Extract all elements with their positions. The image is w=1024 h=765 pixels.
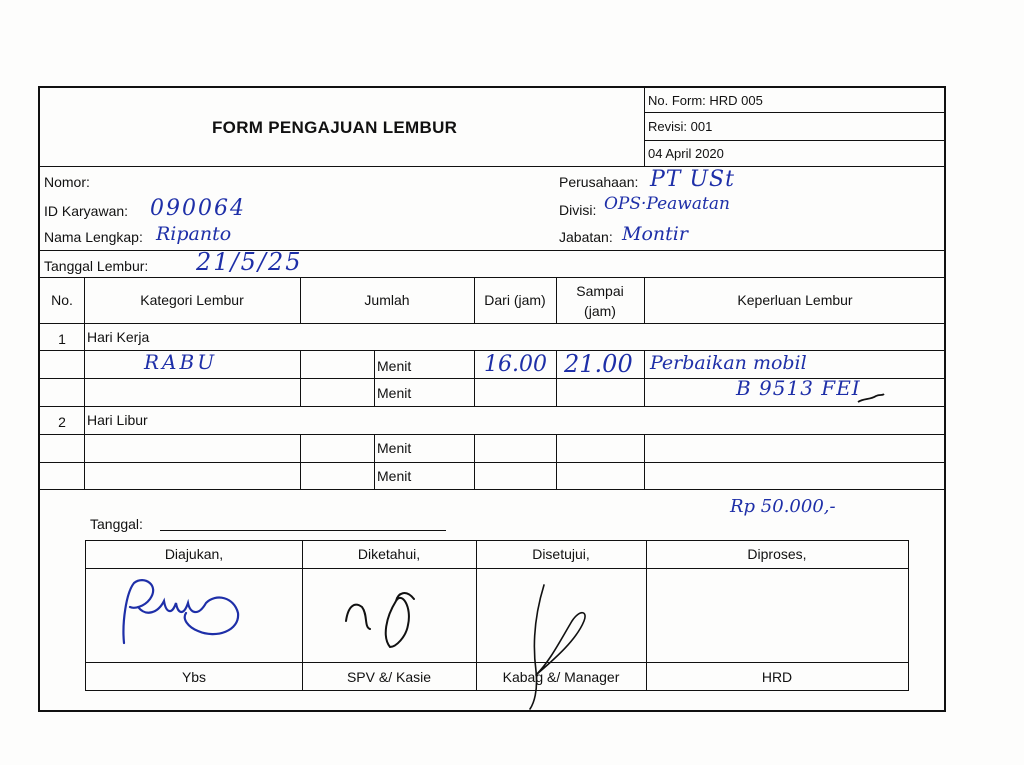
signer-2-header: Diketahui, (357, 546, 421, 562)
signature-ybs (116, 573, 256, 653)
form-title: FORM PENGAJUAN LEMBUR (212, 118, 458, 137)
scribble-mark (856, 390, 886, 406)
form-date: 04 April 2020 (648, 146, 724, 161)
row-2-unit: Menit (377, 385, 412, 401)
signer-1-role: Ybs (181, 669, 207, 685)
row-1-sampai: 21.00 (564, 350, 633, 378)
signature-spv (336, 577, 446, 657)
jabatan-value: Montir (622, 223, 688, 245)
nomor-label: Nomor: (44, 174, 90, 190)
divisi-value: OPS·Peawatan (604, 194, 730, 214)
section-2-label: Hari Libur (87, 412, 148, 428)
section-2-no: 2 (58, 414, 66, 430)
row-1-dari: 16.00 (484, 352, 547, 377)
id-label: ID Karyawan: (44, 203, 129, 219)
row-1-unit: Menit (377, 358, 412, 374)
signer-3-role: Kabag &/ Manager (502, 669, 620, 685)
row-1-kategori: RABU (144, 350, 218, 374)
tanggal-line (160, 530, 446, 531)
tanggal-label: Tanggal: (90, 516, 143, 532)
section-1-label: Hari Kerja (87, 329, 150, 345)
perusahaan-label: Perusahaan: (559, 174, 639, 190)
form-revision: Revisi: 001 (648, 119, 713, 134)
form-number: No. Form: HRD 005 (648, 93, 763, 108)
col-header-no: No. (51, 292, 73, 308)
col-header-kategori: Kategori Lembur (140, 292, 244, 308)
signature-table (85, 540, 909, 691)
tanggal-lembur-value: 21/5/25 (196, 248, 303, 276)
jabatan-label: Jabatan: (559, 229, 613, 245)
tanggal-lembur-label: Tanggal Lembur: (44, 258, 149, 274)
signer-2-role: SPV &/ Kasie (346, 669, 432, 685)
col-header-keperluan: Keperluan Lembur (737, 292, 853, 308)
signer-4-role: HRD (761, 669, 793, 685)
signature-manager (496, 581, 616, 711)
section-1-no: 1 (58, 331, 66, 347)
id-value: 090064 (150, 196, 246, 221)
nama-label: Nama Lengkap: (44, 229, 143, 245)
divisi-label: Divisi: (559, 202, 597, 218)
signer-4-header: Diproses, (747, 546, 807, 562)
row-2-keperluan: B 9513 FEI (736, 376, 861, 400)
row-1-keperluan: Perbaikan mobil (650, 352, 807, 374)
overtime-form (38, 86, 946, 712)
nama-value: Ripanto (156, 223, 232, 245)
perusahaan-value: PT USt (650, 167, 735, 192)
row-4-unit: Menit (377, 468, 412, 484)
col-header-jumlah: Jumlah (364, 292, 410, 308)
row-3-unit: Menit (377, 440, 412, 456)
col-header-sampai: Sampai (jam) (576, 283, 624, 319)
signer-3-header: Disetujui, (532, 546, 590, 562)
col-header-dari: Dari (jam) (484, 292, 546, 308)
amount-note: Rp 50.000,- (730, 496, 836, 517)
signer-1-header: Diajukan, (164, 546, 224, 562)
